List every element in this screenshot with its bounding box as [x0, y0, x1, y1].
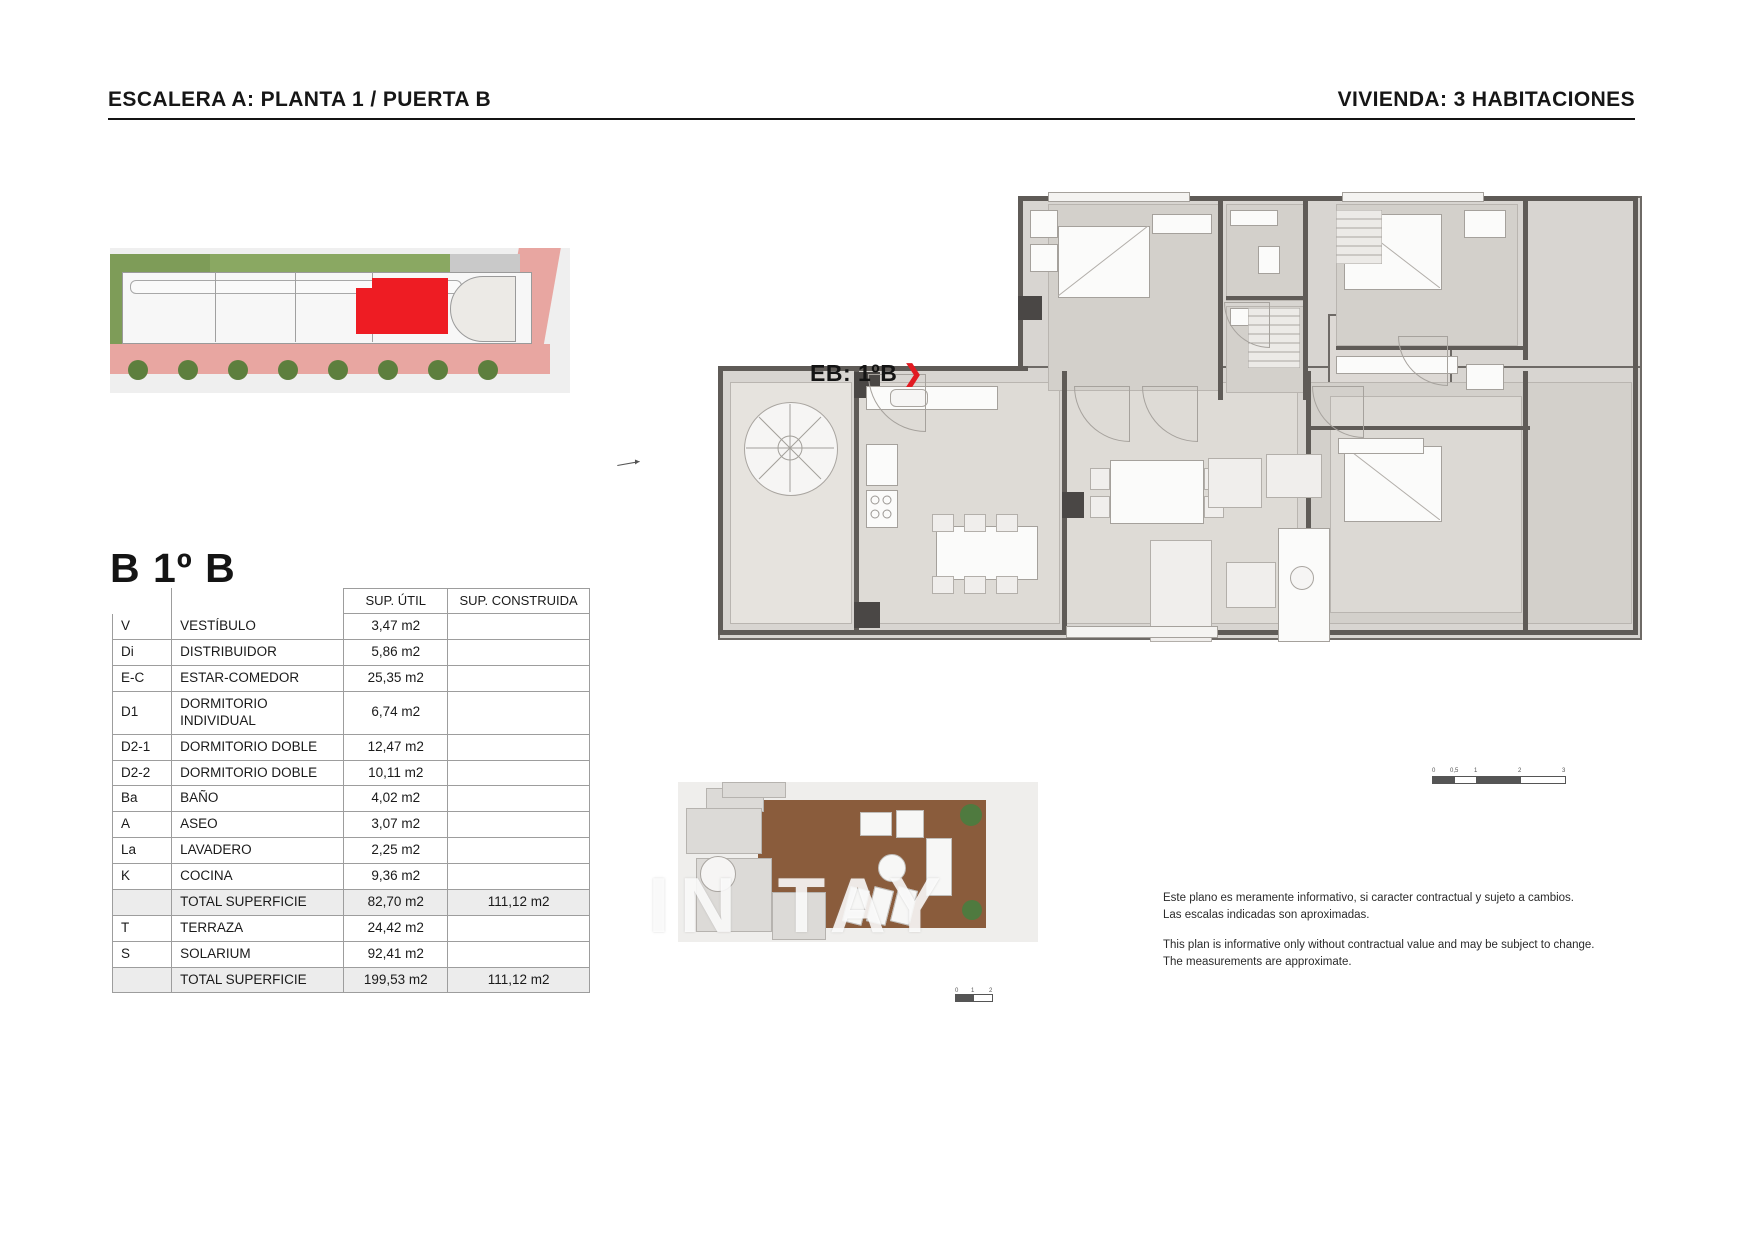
row-constructed: [448, 760, 590, 786]
dwelling-type-label: VIVIENDA: 3 HABITACIONES: [1337, 88, 1635, 111]
scale-seg: [1476, 776, 1522, 784]
wardrobe-1: [1338, 438, 1424, 454]
row-code: La: [113, 838, 172, 864]
scale-tick: 2: [989, 988, 993, 994]
row-usable: 25,35 m2: [344, 666, 448, 692]
table-header-row: [113, 589, 590, 614]
row-code: D2-1: [113, 734, 172, 760]
window-band-top: [1342, 192, 1484, 202]
scale-tick: 1: [1474, 768, 1478, 774]
bed-fold-icon: [1058, 226, 1148, 296]
scale-tick: 3: [1562, 768, 1566, 774]
th-usable-area: SUP. ÚTIL: [344, 589, 448, 614]
toilet-icon: [1258, 246, 1280, 274]
row-constructed: [448, 691, 590, 734]
bed-fold-icon: [1344, 446, 1440, 520]
row-constructed: [448, 915, 590, 941]
row-name: VESTÍBULO: [172, 614, 344, 640]
row-name: COCINA: [172, 864, 344, 890]
armchair: [1208, 458, 1262, 508]
column-3: [1062, 492, 1084, 518]
table-row: [113, 666, 590, 692]
planter-icon: [962, 900, 982, 920]
tree-icon: [378, 360, 398, 380]
plan-unit-label-text: EB: 1ºB: [810, 360, 898, 386]
dining-table-2: [1110, 460, 1204, 524]
tree-icon: [228, 360, 248, 380]
disclaimer-text: [1163, 890, 1633, 971]
page-title: ESCALERA A: PLANTA 1 / PUERTA B: [108, 88, 492, 111]
row-name: DORMITORIO INDIVIDUAL: [172, 691, 344, 734]
total-constructed: 111,12 m2: [448, 967, 590, 993]
scale-seg: [1454, 776, 1478, 784]
tree-icon: [478, 360, 498, 380]
chevron-right-icon: ❯: [903, 360, 924, 386]
scale-tick: 0: [1432, 768, 1436, 774]
row-code: A: [113, 812, 172, 838]
row-constructed: [448, 640, 590, 666]
row-name: ASEO: [172, 812, 344, 838]
tree-icon: [178, 360, 198, 380]
table-row: [113, 838, 590, 864]
north-arrow-icon: [613, 448, 645, 481]
chair: [964, 514, 986, 532]
disclaimer-es-line-1: Este plano es meramente informativo, si caracter contractual y sujeto a cambios.: [1163, 892, 1574, 904]
row-constructed: [448, 864, 590, 890]
bathtub: [1466, 364, 1504, 390]
row-name: DISTRIBUIDOR: [172, 640, 344, 666]
tree-icon: [328, 360, 348, 380]
total-spacer: [113, 967, 172, 993]
row-constructed: [448, 941, 590, 967]
row-constructed: [448, 734, 590, 760]
tree-icon: [428, 360, 448, 380]
scale-seg: [1432, 776, 1456, 784]
table-row: [113, 864, 590, 890]
total-spacer: [113, 889, 172, 915]
row-usable: 4,02 m2: [344, 786, 448, 812]
plan-unit-label: [810, 360, 923, 387]
disclaimer-es-line-2: Las escalas indicadas son aproximadas.: [1163, 908, 1370, 921]
row-constructed: [448, 786, 590, 812]
wall-partition-terrace: [854, 371, 859, 633]
scale-bar: [1432, 768, 1600, 788]
row-constructed: [448, 666, 590, 692]
washing-machine: [1030, 210, 1058, 238]
scale-tick: 2: [1518, 768, 1522, 774]
total-usable: 82,70 m2: [344, 889, 448, 915]
scale-tick: 0,5: [1450, 768, 1459, 774]
wall-exterior-left: [718, 366, 723, 634]
solarium-step-2: [722, 782, 786, 798]
row-name: ESTAR-COMEDOR: [172, 666, 344, 692]
row-usable: 24,42 m2: [344, 915, 448, 941]
wardrobe-4: [1230, 210, 1278, 226]
table-row: [113, 614, 590, 640]
table-row: [113, 915, 590, 941]
tree-icon: [278, 360, 298, 380]
row-code: E-C: [113, 666, 172, 692]
table-row: [113, 760, 590, 786]
solarium-service-block: [686, 808, 762, 854]
total-constructed: 111,12 m2: [448, 889, 590, 915]
th-constructed-area: SUP. CONSTRUIDA: [448, 589, 590, 614]
total-label: TOTAL SUPERFICIE: [172, 889, 344, 915]
sideboard: [1266, 454, 1322, 498]
table-total-row-interior: [113, 889, 590, 915]
planter-icon: [960, 804, 982, 826]
wall-interior-left-upper: [1018, 196, 1023, 371]
row-name: TERRAZA: [172, 915, 344, 941]
total-label: TOTAL SUPERFICIE: [172, 967, 344, 993]
disclaimer-en-line-2: The measurements are approximate.: [1163, 956, 1352, 969]
floor-plan-drawing: [718, 196, 1648, 716]
wall-partition-2: [1303, 200, 1308, 400]
table-row: [113, 691, 590, 734]
wall-partition-bedrooms: [1523, 371, 1528, 633]
solarium-plan-drawing: [678, 782, 1038, 942]
solarium-lower-block: [772, 892, 826, 940]
table-total-row-overall: [113, 967, 590, 993]
row-name: DORMITORIO DOBLE: [172, 760, 344, 786]
floor-lamp-icon: [1290, 566, 1314, 590]
th-code: [113, 589, 172, 614]
chair: [1090, 496, 1110, 518]
chair: [996, 514, 1018, 532]
row-usable: 5,86 m2: [344, 640, 448, 666]
shower-tray: [1464, 210, 1506, 238]
unit-title: B 1º B: [110, 545, 236, 591]
chair: [1090, 468, 1110, 490]
scale-seg: [955, 994, 975, 1002]
row-name: DORMITORIO DOBLE: [172, 734, 344, 760]
window-band-top-2: [1048, 192, 1190, 202]
row-usable: 3,47 m2: [344, 614, 448, 640]
th-name: [172, 589, 344, 614]
row-usable: 92,41 m2: [344, 941, 448, 967]
row-code: T: [113, 915, 172, 941]
refrigerator: [866, 444, 898, 486]
solarium-spiral-stair-icon: [700, 856, 736, 892]
tree-icon: [128, 360, 148, 380]
row-constructed: [448, 838, 590, 864]
row-usable: 9,36 m2: [344, 864, 448, 890]
outdoor-chairs: [896, 810, 924, 838]
site-plan-divider: [295, 272, 296, 342]
row-code: V: [113, 614, 172, 640]
site-plan-divider: [215, 272, 216, 342]
outdoor-bench: [926, 838, 952, 896]
row-code: K: [113, 864, 172, 890]
row-usable: 10,11 m2: [344, 760, 448, 786]
wall-partition-3: [1523, 200, 1528, 360]
row-code: D1: [113, 691, 172, 734]
site-key-plan: [110, 248, 570, 393]
row-constructed: [448, 614, 590, 640]
page-header: [108, 88, 1635, 120]
site-plan-curved-wing: [450, 276, 516, 342]
row-usable: 3,07 m2: [344, 812, 448, 838]
hob-burners-icon: [868, 492, 894, 524]
dryer: [1030, 244, 1058, 272]
spiral-staircase-steps: [744, 402, 836, 494]
column-2: [854, 602, 880, 628]
row-name: LAVADERO: [172, 838, 344, 864]
row-usable: 6,74 m2: [344, 691, 448, 734]
table-row: [113, 640, 590, 666]
table-row: [113, 734, 590, 760]
row-code: Di: [113, 640, 172, 666]
table-row: [113, 812, 590, 838]
column-5: [1018, 296, 1042, 320]
window-band-bottom: [1066, 626, 1218, 638]
staircase-icon-secondary: [1336, 210, 1382, 264]
outdoor-round-table: [878, 854, 906, 882]
chair: [932, 576, 954, 594]
total-usable: 199,53 m2: [344, 967, 448, 993]
row-code: D2-2: [113, 760, 172, 786]
scale-tick: 0: [955, 988, 959, 994]
chair: [964, 576, 986, 594]
row-usable: 2,25 m2: [344, 838, 448, 864]
row-name: BAÑO: [172, 786, 344, 812]
outdoor-table: [860, 812, 892, 836]
row-code: S: [113, 941, 172, 967]
row-usable: 12,47 m2: [344, 734, 448, 760]
chair: [996, 576, 1018, 594]
scale-seg: [973, 994, 993, 1002]
row-code: Ba: [113, 786, 172, 812]
wall-exterior-right: [1633, 196, 1638, 634]
nightstand: [1152, 214, 1212, 234]
scale-tick: 1: [971, 988, 975, 994]
site-plan-unit-highlight: [372, 278, 448, 334]
disclaimer-en-line-1: This plan is informative only without contractual value and may be subject to change.: [1163, 939, 1595, 952]
area-schedule-table: [112, 588, 590, 993]
row-constructed: [448, 812, 590, 838]
row-name: SOLARIUM: [172, 941, 344, 967]
solarium-scale-bar: [955, 990, 1017, 1002]
dining-table-1: [936, 526, 1038, 580]
scale-seg: [1520, 776, 1566, 784]
table-row: [113, 941, 590, 967]
chair: [932, 514, 954, 532]
watermark: IN TAY: [648, 861, 951, 949]
wall-partition-1: [1218, 200, 1223, 400]
wall-bath-divider: [1226, 296, 1308, 300]
table-row: [113, 786, 590, 812]
coffee-table: [1226, 562, 1276, 608]
